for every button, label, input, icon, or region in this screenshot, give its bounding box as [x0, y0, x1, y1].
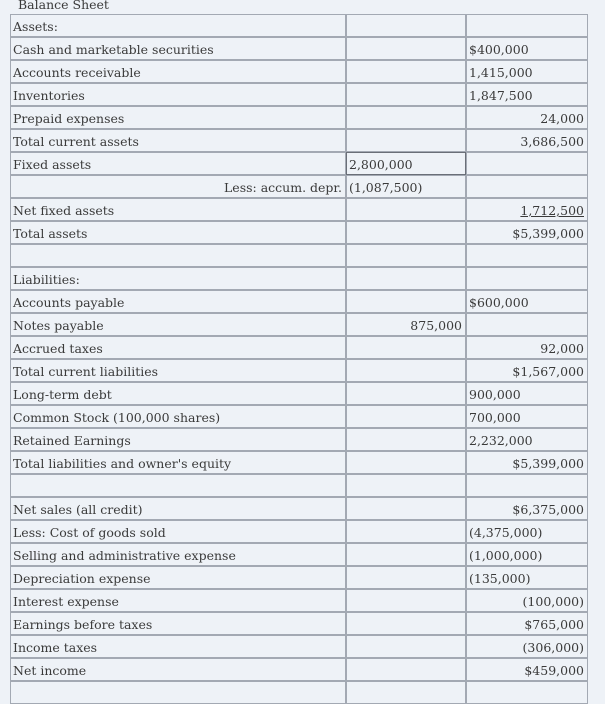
empty-cell [346, 83, 466, 106]
empty-cell [466, 175, 588, 198]
empty-cell [346, 14, 466, 37]
fixed-assets-value: 2,800,000 [346, 152, 466, 175]
accounts-receivable-value: 1,415,000 [466, 60, 588, 83]
long-term-debt-label: Long-term debt [10, 382, 346, 405]
prepaid-expenses-value: 24,000 [466, 106, 588, 129]
table-row-blank [10, 474, 588, 497]
empty-cell [466, 267, 588, 290]
empty-cell [466, 14, 588, 37]
net-fixed-assets-label: Net fixed assets [10, 198, 346, 221]
accumulated-depreciation-label: Less: accum. depr. [10, 175, 346, 198]
empty-cell [346, 382, 466, 405]
total-assets-label: Total assets [10, 221, 346, 244]
inventories-value: 1,847,500 [466, 83, 588, 106]
net-fixed-assets-value [466, 198, 588, 221]
common-stock-label: Common Stock (100,000 shares) [10, 405, 346, 428]
accrued-taxes-label: Accrued taxes [10, 336, 346, 359]
table-row [10, 267, 588, 290]
empty-cell [346, 681, 466, 704]
empty-cell [346, 405, 466, 428]
earnings-before-taxes-value: $765,000 [466, 612, 588, 635]
table-row [10, 60, 588, 83]
sheet-title: Balance Sheet [18, 0, 109, 12]
notes-payable-value: 875,000 [346, 313, 466, 336]
net-fixed-assets-amount: 1,712,500 [520, 203, 584, 218]
prepaid-expenses-label: Prepaid expenses [10, 106, 346, 129]
balance-sheet-table [10, 14, 588, 704]
accrued-taxes-value: 92,000 [466, 336, 588, 359]
empty-cell [346, 60, 466, 83]
empty-cell [10, 681, 346, 704]
cash-value: $400,000 [466, 37, 588, 60]
table-row [10, 336, 588, 359]
interest-expense-value: (100,000) [466, 589, 588, 612]
table-row [10, 129, 588, 152]
income-taxes-label: Income taxes [10, 635, 346, 658]
earnings-before-taxes-label: Earnings before taxes [10, 612, 346, 635]
accumulated-depreciation-value: (1,087,500) [346, 175, 466, 198]
empty-cell [346, 221, 466, 244]
table-row [10, 198, 588, 221]
total-liabilities-equity-value: $5,399,000 [466, 451, 588, 474]
empty-cell [346, 37, 466, 60]
cost-of-goods-label: Less: Cost of goods sold [10, 520, 346, 543]
table-row [10, 497, 588, 520]
total-assets-value: $5,399,000 [466, 221, 588, 244]
table-row [10, 14, 588, 37]
net-income-label: Net income [10, 658, 346, 681]
table-row [10, 106, 588, 129]
common-stock-value: 700,000 [466, 405, 588, 428]
table-row [10, 428, 588, 451]
empty-cell [10, 474, 346, 497]
table-row [10, 566, 588, 589]
table-row [10, 221, 588, 244]
empty-cell [346, 543, 466, 566]
empty-cell [346, 267, 466, 290]
selling-admin-label: Selling and administrative expense [10, 543, 346, 566]
accounts-payable-label: Accounts payable [10, 290, 346, 313]
empty-cell [346, 566, 466, 589]
table-row [10, 612, 588, 635]
table-row [10, 658, 588, 681]
total-current-liabilities-value: $1,567,000 [466, 359, 588, 382]
empty-cell [346, 129, 466, 152]
table-row [10, 543, 588, 566]
interest-expense-label: Interest expense [10, 589, 346, 612]
empty-cell [346, 244, 466, 267]
total-liabilities-equity-label: Total liabilities and owner's equity [10, 451, 346, 474]
table-row-blank [10, 244, 588, 267]
empty-cell [466, 474, 588, 497]
total-current-assets-value: 3,686,500 [466, 129, 588, 152]
empty-cell [346, 474, 466, 497]
net-sales-value: $6,375,000 [466, 497, 588, 520]
total-current-liabilities-label: Total current liabilities [10, 359, 346, 382]
empty-cell [346, 497, 466, 520]
empty-cell [346, 336, 466, 359]
empty-cell [346, 428, 466, 451]
empty-cell [466, 681, 588, 704]
empty-cell [466, 244, 588, 267]
table-row [10, 520, 588, 543]
depreciation-expense-label: Depreciation expense [10, 566, 346, 589]
net-sales-label: Net sales (all credit) [10, 497, 346, 520]
fixed-assets-label: Fixed assets [10, 152, 346, 175]
empty-cell [346, 106, 466, 129]
table-row-blank [10, 681, 588, 704]
table-row [10, 152, 588, 175]
liabilities-header: Liabilities: [10, 267, 346, 290]
table-row [10, 405, 588, 428]
table-row [10, 290, 588, 313]
table-row [10, 313, 588, 336]
table-row [10, 359, 588, 382]
table-row [10, 451, 588, 474]
empty-cell [346, 290, 466, 313]
empty-cell [346, 612, 466, 635]
inventories-label: Inventories [10, 83, 346, 106]
cost-of-goods-value: (4,375,000) [466, 520, 588, 543]
long-term-debt-value: 900,000 [466, 382, 588, 405]
notes-payable-label: Notes payable [10, 313, 346, 336]
income-taxes-value: (306,000) [466, 635, 588, 658]
empty-cell [346, 198, 466, 221]
table-row [10, 382, 588, 405]
empty-cell [346, 520, 466, 543]
depreciation-expense-value: (135,000) [466, 566, 588, 589]
empty-cell [346, 635, 466, 658]
selling-admin-value: (1,000,000) [466, 543, 588, 566]
table-row [10, 83, 588, 106]
table-row [10, 175, 588, 198]
table-row [10, 589, 588, 612]
net-income-value: $459,000 [466, 658, 588, 681]
cash-label: Cash and marketable securities [10, 37, 346, 60]
empty-cell [466, 313, 588, 336]
empty-cell [466, 152, 588, 175]
accounts-payable-value: $600,000 [466, 290, 588, 313]
table-row [10, 635, 588, 658]
assets-header: Assets: [10, 14, 346, 37]
total-current-assets-label: Total current assets [10, 129, 346, 152]
empty-cell [346, 658, 466, 681]
accounts-receivable-label: Accounts receivable [10, 60, 346, 83]
retained-earnings-value: 2,232,000 [466, 428, 588, 451]
empty-cell [346, 451, 466, 474]
table-row [10, 37, 588, 60]
retained-earnings-label: Retained Earnings [10, 428, 346, 451]
empty-cell [346, 359, 466, 382]
empty-cell [346, 589, 466, 612]
empty-cell [10, 244, 346, 267]
